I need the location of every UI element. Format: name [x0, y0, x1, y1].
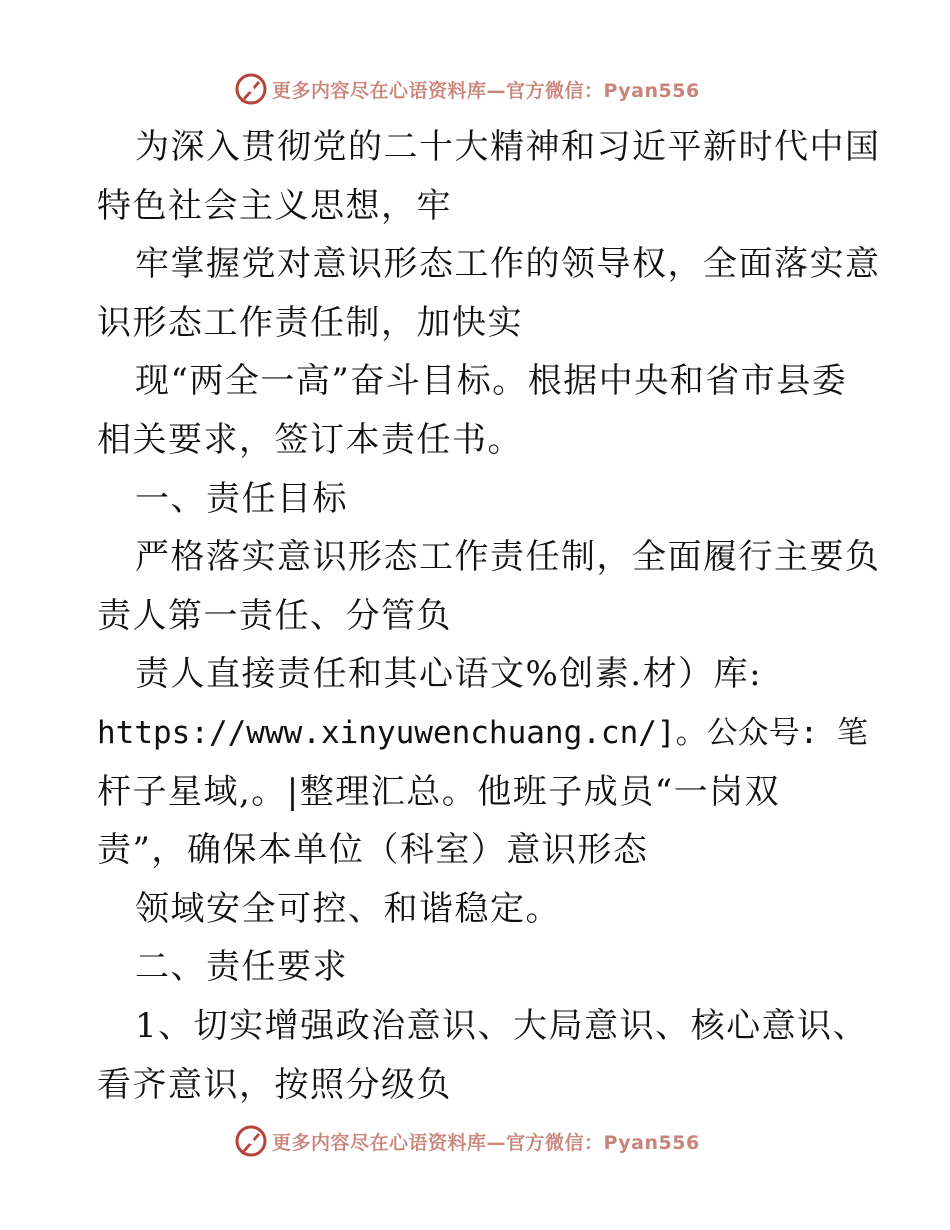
header-watermark [234, 72, 700, 106]
text-line: 识形态工作责任制，加快实 [97, 302, 523, 343]
text-line: 1、切实增强政治意识、大局意识、核心意识、 [135, 1005, 869, 1046]
text-line: 杆子星域,。|整理汇总。他班子成员“一岗双 [97, 771, 781, 812]
section-heading: 一、责任目标 [135, 478, 348, 519]
footer-watermark [234, 1124, 700, 1158]
document-body [97, 118, 887, 1114]
feather-pen-logo-icon [234, 72, 268, 106]
watermark-text: 更多内容尽在心语资料库—官方微信：Pyan556 [272, 79, 700, 102]
text-line: 责”，确保本单位（科室）意识形态 [97, 830, 649, 871]
url-text-line: https://www.xinyuwenchuang.cn/]。公众号: 笔 [97, 714, 868, 751]
text-line: 相关要求，签订本责任书。 [97, 419, 523, 460]
text-line: 看齐意识，按照分级负 [97, 1064, 452, 1105]
watermark-text: 更多内容尽在心语资料库—官方微信：Pyan556 [272, 1131, 700, 1154]
text-line: 责人第一责任、分管负 [97, 595, 452, 636]
text-line: 牢掌握党对意识形态工作的领导权，全面落实意 [135, 244, 881, 285]
text-line: 领域安全可控、和谐稳定。 [135, 888, 561, 929]
text-line: 责人直接责任和其心语文%创素.材）库: [135, 654, 763, 695]
text-line: 为深入贯彻党的二十大精神和习近平新时代中国 [135, 127, 881, 167]
section-heading: 二、责任要求 [135, 947, 348, 988]
text-line: 现“两全一高”奋斗目标。根据中央和省市县委 [135, 361, 848, 402]
text-line: 特色社会主义思想，牢 [97, 185, 452, 226]
feather-pen-logo-icon [234, 1124, 268, 1158]
text-line: 严格落实意识形态工作责任制，全面履行主要负 [135, 537, 881, 578]
